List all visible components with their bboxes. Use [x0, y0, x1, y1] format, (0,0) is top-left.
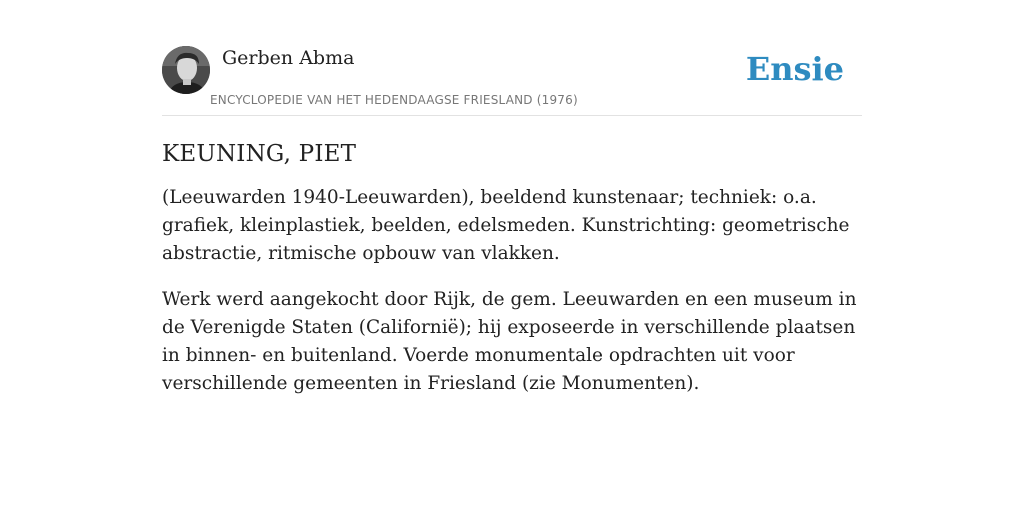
brand-logo[interactable]: Ensie	[745, 50, 844, 88]
entry-paragraph: (Leeuwarden 1940-Leeuwarden), beeldend kunstenaar; techniek: o.a. grafiek, kleinplastiek, beelden, edelsmeden. Kunstrichting: geometrische abstractie, ritmische opbouw van vlakken.	[162, 187, 850, 264]
entry-title: KEUNING, PIET	[162, 141, 357, 167]
entry-header	[162, 46, 862, 116]
author-avatar[interactable]	[162, 46, 210, 94]
entry-card	[162, 46, 862, 398]
entry-paragraph: Werk werd aangekocht door Rijk, de gem. Leeuwarden en een museum in de Verenigde Staten (Californië); hij exposeerde in verschillende plaatsen in binnen- en buitenland. Voerde monumentale opdrachten uit voor verschillende gemeenten in Friesland (zie Monumenten).	[162, 289, 857, 394]
author-name[interactable]: Gerben Abma	[222, 47, 355, 69]
author-portrait-icon	[162, 46, 210, 94]
source-label[interactable]: ENCYCLOPEDIE VAN HET HEDENDAAGSE FRIESLAND (1976)	[210, 93, 578, 107]
